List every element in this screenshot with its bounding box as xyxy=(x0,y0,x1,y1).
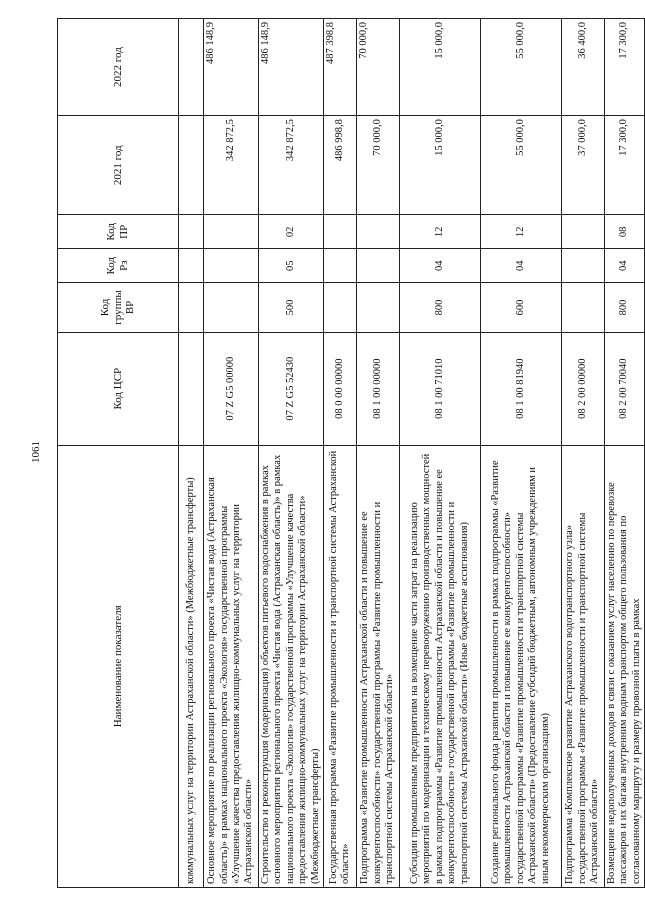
budget-table xyxy=(57,18,645,888)
row-2022: 36 400,0 xyxy=(562,19,605,116)
row-name: Подпрограмма «Развитие промышленности Астраханской области и повышение ее конкурентоспособности» государственной программы «Развитие промышленности и транспортной системы Астраханской области» xyxy=(357,445,400,887)
row-2021: 55 000,0 xyxy=(481,116,562,215)
header-pr: Код ПР xyxy=(58,215,179,249)
row-pr xyxy=(357,215,400,249)
row-pr xyxy=(204,215,259,249)
row-pr xyxy=(562,215,605,249)
table-row xyxy=(259,19,324,888)
row-vr: 800 xyxy=(605,283,645,333)
row-csr: 08 2 00 70040 xyxy=(605,332,645,445)
header-csr: Код ЦСР xyxy=(58,332,179,445)
row-2022: 70 000,0 xyxy=(357,19,400,116)
row-csr xyxy=(179,332,204,445)
row-pr: 12 xyxy=(400,215,481,249)
row-csr: 08 2 00 00000 xyxy=(562,332,605,445)
row-name: Строительство и реконструкция (модернизация) объектов питьевого водоснабжения в рамках основного мероприятия регионального проекта «Чистая вода (Астраханская область)» в рамках национального проекта «Экология» государственной программы «Улучшение качества предоставления жилищно-коммунальных услуг на территории Астраханской области» (Межбюджетные трансферты) xyxy=(259,445,324,887)
row-2021: 17 300,0 xyxy=(605,116,645,215)
header-vr: Код группы ВР xyxy=(58,283,179,333)
row-rz: 05 xyxy=(259,249,324,283)
row-vr xyxy=(324,283,357,333)
header-name: Наименование показателя xyxy=(58,445,179,887)
row-pr: 12 xyxy=(481,215,562,249)
table-row xyxy=(324,19,357,888)
rotated-page-area xyxy=(57,18,642,888)
table-row xyxy=(605,19,645,888)
row-vr: 500 xyxy=(259,283,324,333)
row-csr: 07 Z G5 00000 xyxy=(204,332,259,445)
row-2022 xyxy=(179,19,204,116)
row-2022: 15 000,0 xyxy=(400,19,481,116)
row-pr xyxy=(324,215,357,249)
row-2021: 486 998,8 xyxy=(324,116,357,215)
row-2021 xyxy=(179,116,204,215)
row-vr xyxy=(204,283,259,333)
row-name: Подпрограмма «Комплексное развитие Астраханского водотранспортного узла» государственной программы «Развитие промышленности и транспортной системы Астраханской области» xyxy=(562,445,605,887)
row-2022: 487 398,8 xyxy=(324,19,357,116)
row-pr: 02 xyxy=(259,215,324,249)
row-csr: 08 1 00 81940 xyxy=(481,332,562,445)
table-header-row xyxy=(58,19,179,888)
row-vr: 800 xyxy=(400,283,481,333)
row-csr: 08 1 00 00000 xyxy=(357,332,400,445)
table-row xyxy=(357,19,400,888)
row-csr: 08 0 00 00000 xyxy=(324,332,357,445)
row-2021: 15 000,0 xyxy=(400,116,481,215)
row-pr xyxy=(179,215,204,249)
header-2022: 2022 год xyxy=(58,19,179,116)
row-vr xyxy=(562,283,605,333)
row-rz xyxy=(562,249,605,283)
row-2021: 37 000,0 xyxy=(562,116,605,215)
table-row xyxy=(481,19,562,888)
row-2021: 342 872,5 xyxy=(204,116,259,215)
rotated-content xyxy=(57,18,642,888)
row-2021: 70 000,0 xyxy=(357,116,400,215)
header-rz: Код Рз xyxy=(58,249,179,283)
page-number: 1061 xyxy=(30,441,42,463)
row-pr: 08 xyxy=(605,215,645,249)
row-rz: 04 xyxy=(605,249,645,283)
row-name: Государственная программа «Развитие промышленности и транспортной системы Астраханской области» xyxy=(324,445,357,887)
row-vr: 600 xyxy=(481,283,562,333)
row-2021: 342 872,5 xyxy=(259,116,324,215)
row-2022: 486 148,9 xyxy=(204,19,259,116)
row-rz xyxy=(179,249,204,283)
row-2022: 486 148,9 xyxy=(259,19,324,116)
row-rz: 04 xyxy=(481,249,562,283)
row-name: Основное мероприятие по реализации регионального проекта «Чистая вода (Астраханская область)» в рамках национального проекта «Экология» государственной программы «Улучшение качества предоставления жилищно-коммунальных услуг на территории Астраханской области» xyxy=(204,445,259,887)
row-2022: 55 000,0 xyxy=(481,19,562,116)
table-row xyxy=(204,19,259,888)
row-name: Субсидии промышленным предприятиям на возмещение части затрат на реализацию мероприятий по модернизации и техническому перевооружению производственных мощностей в рамках подпрограммы «Развитие промышленности Астраханской области и повышение ее конкурентоспособности» государственной программы «Развитие промышленности и транспортной системы Астраханской области» (Иные бюджетные ассигнования) xyxy=(400,445,481,887)
row-rz xyxy=(204,249,259,283)
table-row xyxy=(562,19,605,888)
row-csr: 07 Z G5 52430 xyxy=(259,332,324,445)
header-2021: 2021 год xyxy=(58,116,179,215)
row-rz xyxy=(324,249,357,283)
row-rz xyxy=(357,249,400,283)
row-2022: 17 300,0 xyxy=(605,19,645,116)
row-vr xyxy=(357,283,400,333)
row-name: Создание регионального фонда развития промышленности в рамках подпрограммы «Развитие промышленности Астраханской области и повышение ее конкурентоспособности» государственной программы «Развитие промышленности и транспортной системы Астраханской области» (Предоставление субсидий бюджетным, автономным учреждениям и иным некоммерческим организациям) xyxy=(481,445,562,887)
table-row xyxy=(400,19,481,888)
table-row xyxy=(179,19,204,888)
row-csr: 08 1 00 71010 xyxy=(400,332,481,445)
row-name: коммунальных услуг на территории Астраханской области» (Межбюджетные трансферты) xyxy=(179,445,204,887)
row-name: Возмещение недополученных доходов в связи с оказанием услуг населению по перевозке пассажиров и их багажа внутренним водным транспортом общего пользования по согласованному маршруту и размеру провозной платы в рамках xyxy=(605,445,645,887)
row-rz: 04 xyxy=(400,249,481,283)
row-vr xyxy=(179,283,204,333)
